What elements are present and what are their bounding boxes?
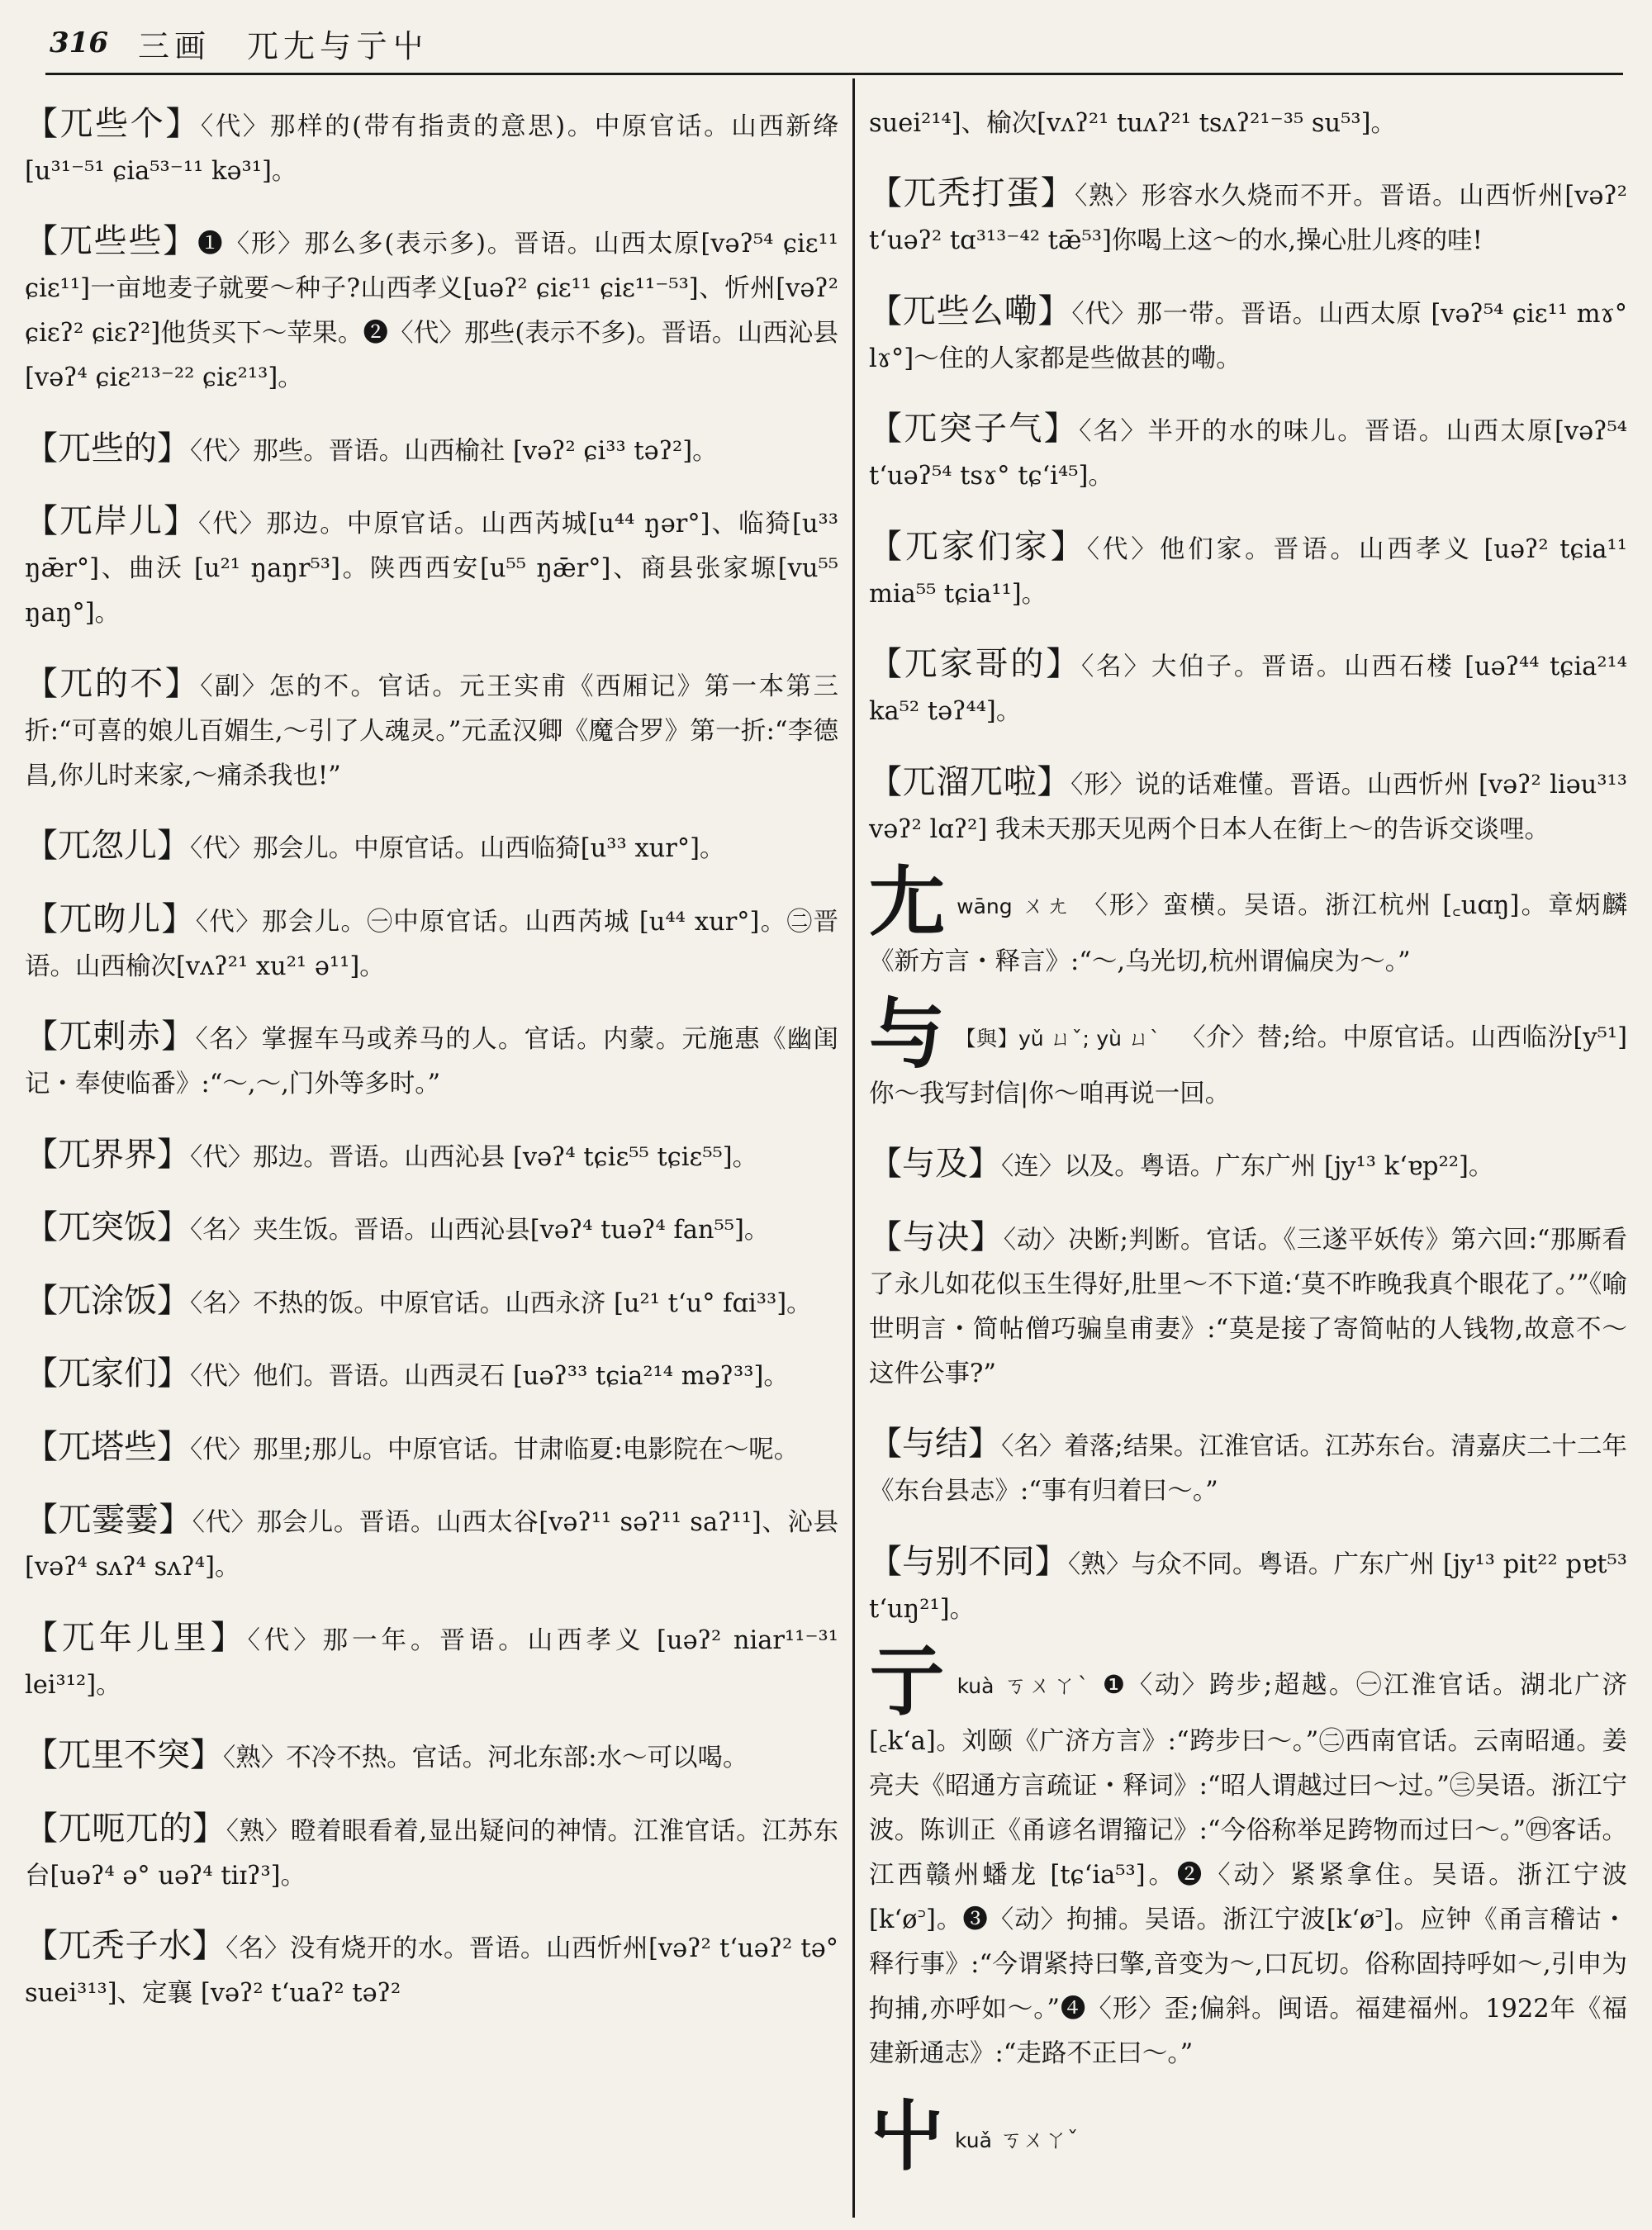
entry-definition: 〈代〉那会儿。中原官话。山西临猗[u³³ xur°]。 [190, 834, 725, 863]
entry-headword: 【兀里不突】 [25, 1736, 223, 1774]
pinyin: 【與】yǔ ㄩˇ; yù ㄩˋ [955, 1026, 1161, 1051]
pinyin: kuǎ [955, 2128, 992, 2152]
dictionary-entry [25, 897, 838, 989]
dictionary-entry [25, 1132, 838, 1180]
entry-definition: 〈名〉不热的饭。中原官话。山西永济 [u²¹ t‘u° fɑi³³]。 [190, 1288, 812, 1318]
entry-definition: 〈代〉那边。晋语。山西沁县 [vəʔ⁴ tɕiɛ⁵⁵ tɕiɛ⁵⁵]。 [190, 1142, 758, 1172]
right-column [869, 76, 1628, 2180]
head-character: 屮 [869, 2090, 946, 2180]
entry-definition: 〈名〉没有烧开的水。晋语。山西忻州[vəʔ² t‘uəʔ² tə° suei³¹³]、定襄 [vəʔ² t‘uaʔ² təʔ² [25, 1934, 838, 2008]
dictionary-entry [25, 1924, 838, 2016]
entry-definition: 〈名〉掌握车马或养马的人。官话。内蒙。元施惠《幽闺记・奉使临番》:“～,～,门外等多时。” [25, 1025, 839, 1098]
entry-headword: 【兀突子气】 [869, 410, 1080, 448]
pinyin: kuà [957, 1673, 995, 1698]
entry-definition: 〈代〉那些。晋语。山西榆社 [vəʔ² ɕi³³ təʔ²]。 [190, 436, 718, 466]
dictionary-entry [869, 171, 1627, 263]
dictionary-entry [25, 1425, 838, 1473]
entry-headword: 【兀年儿里】 [25, 1618, 248, 1657]
entry-headword: 【兀些些】 [25, 222, 198, 260]
entry-headword: 【兀呃兀的】 [25, 1809, 226, 1848]
character-entry [869, 856, 1628, 985]
page-header [50, 18, 1619, 68]
entry-definition: 〈名〉半开的水的味儿。晋语。山西太原[vəʔ⁵⁴ t‘uəʔ⁵⁴ tsɤ° tɕ‘i⁴⁵]。 [869, 417, 1628, 491]
zhuyin: ㄎㄨㄚˋ [1002, 1672, 1091, 1699]
entry-headword: 【兀昒儿】 [25, 899, 196, 938]
dictionary-entry [25, 1351, 838, 1399]
entry-definition: suei²¹⁴]、榆次[vʌʔ²¹ tuʌʔ²¹ tsʌʔ²¹⁻³⁵ su⁵³]。 [869, 108, 1397, 138]
column-divider [852, 78, 855, 2218]
dictionary-entry [25, 1014, 838, 1107]
head-character: 尢 [869, 856, 947, 947]
dictionary-entry [869, 1421, 1627, 1514]
entry-definition: 〈熟〉不冷不热。官话。河北东部:水～可以喝。 [223, 1744, 748, 1772]
entry-definition: 〈代〉那会儿。㊀中原官话。山西芮城 [u⁴⁴ xur°]。㊁晋语。山西榆次[vʌʔ²¹ xu²¹ ə¹¹]。 [25, 907, 838, 981]
entry-definition: ❶〈动〉跨步;超越。㊀江淮官话。湖北广济[꜀k‘a]。刘颐《广济方言》:“跨步曰～。”㊁西南官话。云南昭通。姜亮夫《昭通方言疏证・释词》:“昭人谓越过曰～过。”㊂吴语。浙江宁波。陈训正《甬谚名谓籀记》:“今俗称举足跨物而过曰～。”㊃客话。江西赣州蟠龙 [tɕ‘ia⁵³]。❷〈动〉紧紧拿住。吴语。浙江宁波[k‘ø꜄]。❸〈动〉拘捕。吴语。浙江宁波[k‘ø꜄]。应钟《甬言稽诂・释行事》:“今谓紧持曰擎,音变为～,口瓦切。俗称固持呼如～,引申为拘捕,亦呼如～。”❹〈形〉歪;偏斜。闽语。福建福州。1922年《福建新通志》:“走路不正曰～。” [869, 1670, 1627, 2068]
zhuyin: ㄨㄤ [1020, 893, 1071, 919]
entry-headword: 【兀霎霎】 [25, 1501, 192, 1539]
entry-headword: 【与及】 [869, 1145, 1001, 1183]
entry-headword: 【兀家哥的】 [869, 645, 1082, 683]
dictionary-entry [25, 102, 838, 194]
entry-headword: 【兀岸儿】 [25, 502, 199, 540]
entry-definition: 〈代〉他们。晋语。山西灵石 [uəʔ³³ tɕia²¹⁴ məʔ³³]。 [190, 1362, 789, 1391]
header-rule [45, 73, 1623, 75]
dictionary-entry [25, 1205, 838, 1253]
entry-definition: 〈代〉那里;那儿。中原官话。甘肃临夏:电影院在～呢。 [190, 1435, 800, 1464]
entry-definition: 〈代〉那边。中原官话。山西芮城[u⁴⁴ ŋər°]、临猗[u³³ ŋǣr°]、曲沃 [u²¹ ŋaŋr⁵³]。陕西西安[u⁵⁵ ŋǣr°]、商县张家塬[vu⁵⁵ ŋaŋ°]。 [25, 510, 839, 628]
dictionary-entry [25, 662, 838, 799]
entry-definition: 〈介〉替;给。中原官话。山西临汾[y⁵¹]你～我写封信|你～咱再说一回。 [869, 1022, 1627, 1108]
dictionary-entry [25, 1279, 838, 1326]
entry-headword: 【与决】 [869, 1217, 1004, 1256]
entry-headword: 【兀塔些】 [25, 1427, 190, 1466]
entry-definition: 〈形〉蛮横。吴语。浙江杭州 [꜀uɑŋ]。章炳麟《新方言・释言》:“～,乌光切,杭州谓偏戾为～。” [869, 890, 1628, 976]
character-entry [869, 1636, 1627, 2076]
entry-definition: 〈代〉那一带。晋语。山西太原 [vəʔ⁵⁴ ɕiɛ¹¹ mɤ° lɤ°]～住的人家都是些做甚的嘞。 [869, 299, 1627, 373]
dictionary-entry [25, 1806, 838, 1899]
dictionary-entry [25, 426, 838, 474]
entry-headword: 【兀涂饭】 [25, 1281, 190, 1320]
character-entry [869, 989, 1627, 1117]
entry-headword: 【兀家们】 [25, 1355, 190, 1393]
character-entry [869, 2090, 1627, 2180]
entry-definition: 〈副〉怎的不。官话。元王实甫《西厢记》第一本第三折:“可喜的娘儿百媚生,～引了人魂灵。”元孟汉卿《魔合罗》第一折:“李德昌,你儿时来家,～痛杀我也!” [25, 671, 838, 790]
entry-definition: 〈熟〉与众不同。粤语。广东广州 [jy¹³ pit²² pɐt⁵³ t‘uŋ²¹]。 [869, 1549, 1627, 1624]
dictionary-entry [869, 1141, 1627, 1189]
entry-headword: 【与结】 [869, 1425, 1002, 1463]
dictionary-entry [25, 1733, 838, 1781]
entry-headword: 【与别不同】 [869, 1542, 1068, 1581]
entry-definition: 〈连〉以及。粤语。广东广州 [jy¹³ k‘ɐp²²]。 [1001, 1152, 1494, 1181]
entry-definition: 〈代〉那样的(带有指责的意思)。中原官话。山西新绛[u³¹⁻⁵¹ ɕia⁵³⁻¹¹ kə³¹]。 [25, 112, 838, 186]
entry-definition: 〈代〉他们家。晋语。山西孝义 [uəʔ² tɕia¹¹ mia⁵⁵ tɕia¹¹]。 [869, 534, 1627, 609]
zhuyin: ㄎㄨㄚˇ [999, 2127, 1079, 2153]
page-number: 316 [50, 26, 108, 59]
head-character: 与 [869, 989, 946, 1079]
dictionary-entry [869, 1540, 1627, 1632]
dictionary-entry [25, 219, 838, 401]
entry-headword: 【兀突饭】 [25, 1208, 190, 1246]
entry-headword: 【兀些么嘞】 [869, 292, 1072, 330]
dictionary-entry [869, 406, 1627, 499]
left-column [25, 76, 838, 2019]
dictionary-entry [869, 524, 1627, 617]
entry-headword: 【兀些的】 [25, 429, 190, 467]
dictionary-entry [869, 760, 1627, 852]
running-title: 三画 兀尢与亍屮 [137, 27, 429, 64]
entry-headword: 【兀秃打蛋】 [869, 174, 1075, 212]
dictionary-entry-continued [869, 102, 1627, 146]
dictionary-entry [25, 1497, 838, 1590]
dictionary-entry [869, 289, 1627, 382]
entry-headword: 【兀家们家】 [869, 527, 1087, 566]
entry-definition: 〈名〉着落;结果。江淮官话。江苏东台。清嘉庆二十二年《东台县志》:“事有归着曰～。” [869, 1432, 1628, 1506]
dictionary-entry [25, 499, 838, 636]
entry-definition: 〈熟〉瞪着眼看着,显出疑问的神情。江淮官话。江苏东台[uəʔ⁴ ə° uəʔ⁴ tiɪʔ³]。 [25, 1816, 838, 1891]
pinyin: wāng [957, 894, 1013, 918]
entry-headword: 【兀剌赤】 [25, 1018, 196, 1056]
entry-definition: 〈代〉那会儿。晋语。山西太谷[vəʔ¹¹ səʔ¹¹ saʔ¹¹]、沁县[vəʔ⁴ sʌʔ⁴ sʌʔ⁴]。 [25, 1508, 838, 1582]
entry-definition: 〈熟〉形容水久烧而不开。晋语。山西忻州[vəʔ² t‘uəʔ² tɑ³¹³⁻⁴² tǣ⁵³]你喝上这～的水,操心肚儿疼的哇! [869, 182, 1628, 255]
entry-headword: 【兀些个】 [25, 104, 201, 143]
head-character: 亍 [869, 1636, 947, 1726]
entry-headword: 【兀溜兀啦】 [869, 762, 1071, 801]
dictionary-entry [869, 1215, 1627, 1397]
entry-definition: 〈名〉夹生饭。晋语。山西沁县[vəʔ⁴ tuəʔ⁴ fan⁵⁵]。 [190, 1216, 770, 1245]
entry-definition: 〈代〉那一年。晋语。山西孝义 [uəʔ² niar¹¹⁻³¹ lei³¹²]。 [25, 1625, 839, 1700]
entry-definition: 〈动〉决断;判断。官话。《三遂平妖传》第六回:“那厮看了永儿如花似玉生得好,肚里～不下道:‘莫不昨晚我真个眼花了。’”《喻世明言・简帖僧巧骗皇甫妻》:“莫是接了寄简帖的人钱物,故意不～这件公事?” [869, 1225, 1627, 1388]
entry-headword: 【兀忽儿】 [25, 827, 190, 865]
dictionary-entry [25, 1616, 838, 1708]
entry-headword: 【兀界界】 [25, 1135, 190, 1174]
entry-headword: 【兀秃子水】 [25, 1927, 226, 1965]
entry-definition: 〈名〉大伯子。晋语。山西石楼 [uəʔ⁴⁴ tɕia²¹⁴ ka⁵² təʔ⁴⁴]。 [869, 652, 1627, 726]
entry-headword: 【兀的不】 [25, 664, 201, 703]
dictionary-entry [25, 823, 838, 871]
dictionary-entry [869, 642, 1627, 734]
entry-definition: ❶〈形〉那么多(表示多)。晋语。山西太原[vəʔ⁵⁴ ɕiɛ¹¹ ɕiɛ¹¹]一亩地麦子就要～种子?山西孝义[uəʔ² ɕiɛ¹¹ ɕiɛ¹¹⁻⁵³]、忻州[vəʔ² ɕiɛʔ² ɕiɛʔ²]他货买下～苹果。❷〈代〉那些(表示不多)。晋语。山西沁县[vəʔ⁴ ɕiɛ²¹³⁻²² ɕiɛ²¹³]。 [25, 230, 838, 392]
entry-definition: 〈形〉说的话难懂。晋语。山西忻州 [vəʔ² liəu³¹³ vəʔ² lɑʔ²] 我未天那天见两个日本人在街上～的告诉交谈哩。 [869, 770, 1628, 844]
